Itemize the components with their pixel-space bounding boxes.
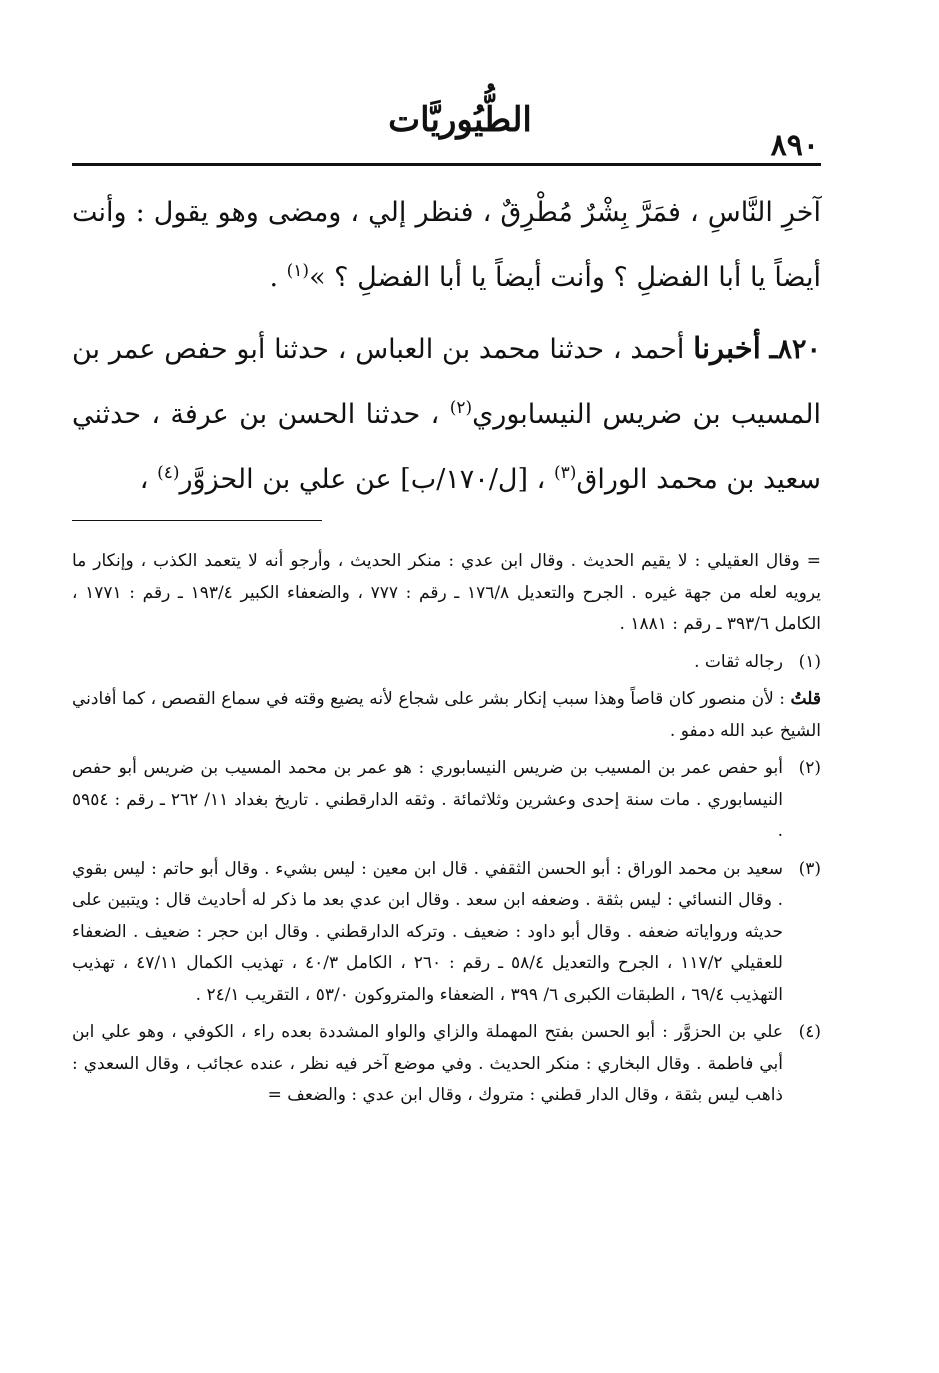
footnote-separator bbox=[72, 520, 322, 521]
footnote-4 bbox=[72, 1017, 821, 1112]
footnote-4-number: (٤) bbox=[798, 1022, 821, 1042]
footnote-ref-3: (٣) bbox=[553, 463, 577, 483]
isnad-part-c: ، [ل/١٧٠/ب] عن علي بن الحزوَّر bbox=[179, 464, 554, 495]
footnote-1 bbox=[72, 647, 821, 679]
footnote-4-body bbox=[72, 1017, 783, 1112]
footnote-2-number: (٢) bbox=[798, 758, 821, 778]
isnad-part-d: ، bbox=[139, 464, 158, 495]
footnote-2 bbox=[72, 753, 821, 848]
qultu-label: قلتُ bbox=[790, 689, 821, 709]
qultu-text: : لأن منصور كان قاصاً وهذا سبب إنكار بشر على شجاع لأنه يضيع وقته في سماع القصص ، كما أفادني الشيخ عبد الله دمفو . bbox=[72, 689, 821, 741]
page-number: ٨٩٠ bbox=[770, 128, 819, 163]
footnote-2-body bbox=[72, 753, 783, 848]
footnote-ref-1: (١) bbox=[286, 261, 310, 281]
footnote-ref-4: (٤) bbox=[157, 463, 180, 483]
footnote-1-body bbox=[72, 647, 783, 679]
footnote-ref-2: (٢) bbox=[449, 398, 473, 418]
footnote-2-text: أبو حفص عمر بن المسيب بن ضريس النيسابوري : هو عمر بن محمد المسيب بن ضريس أبو حفص النيسابوري . مات سنة إحدى وعشرين وثلاثمائة . وثقه الدارقطني . تاريخ بغداد ١١/ ٢٦٢ ـ رقم : ٥٩٥٤ . bbox=[72, 758, 783, 841]
footnote-1-number: (١) bbox=[798, 651, 821, 672]
main-text bbox=[72, 180, 821, 518]
akhbarana-word: أخبرنا bbox=[693, 331, 761, 365]
footnote-3-number: (٣) bbox=[798, 858, 821, 879]
main-paragraph-1 bbox=[72, 180, 821, 310]
footnote-3-text: سعيد بن محمد الوراق : أبو الحسن الثقفي . قال ابن معين : ليس بشيء . وقال أبو حاتم : ليس بقوي . وقال النسائي : ليس بثقة . وضعفه ابن سعد . وقال ابن عدي بعد ما ذكر له أحاديث قال : ويتبين على حديثه ورواياته ضعفه . وقال أبو داود : ضعيف . وتركه الدارقطني . وقال ابن حجر : ضعيف . الضعفاء للعقيلي ١١٧/٢ ، الجرح والتعديل ٥٨/٤ ـ رقم : ٢٦٠ ، الكامل ٤٠/٣ ، تهذيب الكمال ٤٧/١١ ، تهذيب التهذيب ٦٩/٤ ، الطبقات الكبرى ٦/ ٣٩٩ ، الضعفاء والمتروكون ٥٣/٠ ، التقريب ٢٤/١ . bbox=[72, 858, 783, 1005]
footnote-1-note bbox=[72, 684, 821, 747]
isnad-part-b: ، حدثنا الحسن بن عرفة ، حدثني سعيد بن محمد الوراق bbox=[72, 399, 821, 495]
paragraph-1-end: . bbox=[269, 262, 287, 293]
paragraph-1-text: آخرِ النَّاسِ ، فمَرَّ بِشْرٌ مُطْرِقٌ ، فنظر إلي ، ومضى وهو يقول : وأنت أيضاً يا أبا الفضلِ ؟ وأنت أيضاً يا أبا الفضلِ ؟ » bbox=[72, 197, 821, 293]
footnotes bbox=[72, 546, 821, 1118]
footnote-1-text: رجاله ثقات . bbox=[694, 651, 783, 672]
footnote-4-text: علي بن الحزوَّر : أبو الحسن بفتح المهملة والزاي والواو المشددة بعده راء ، الكوفي ، وهو علي ابن أبي فاطمة . وقال البخاري : منكر الحديث . وفي موضع آخر فيه نظر ، عنده عجائب ، وقال السعدي : ذاهب ليس بثقة ، وقال الدار قطني : متروك ، وقال ابن عدي : والضعف = bbox=[72, 1022, 783, 1105]
isnad-part-a: أحمد ، حدثنا محمد بن العباس ، حدثنا أبو حفص عمر بن المسيب بن ضريس النيسابوري bbox=[72, 334, 821, 430]
hadith-number: ٨٢٠ـ bbox=[769, 334, 821, 365]
running-title: الطُّيُوريَّات bbox=[388, 100, 532, 140]
footnote-3-body bbox=[72, 854, 783, 1012]
main-paragraph-2 bbox=[72, 316, 821, 512]
footnote-continuation: = وقال العقيلي : لا يقيم الحديث . وقال ابن عدي : منكر الحديث ، وأرجو أنه لا يتعمد الكذب ، وإنكار ما يرويه لعله من جهة غيره . الجرح والتعديل ١٧٦/٨ ـ رقم : ٧٧٧ ، والضعفاء الكبير ١٩٣/٤ ـ رقم : ١٧٧١ ، الكامل ٣٩٣/٦ ـ رقم : ١٨٨١ . bbox=[72, 551, 821, 634]
footnote-3 bbox=[72, 854, 821, 1012]
header-rule bbox=[72, 163, 821, 166]
